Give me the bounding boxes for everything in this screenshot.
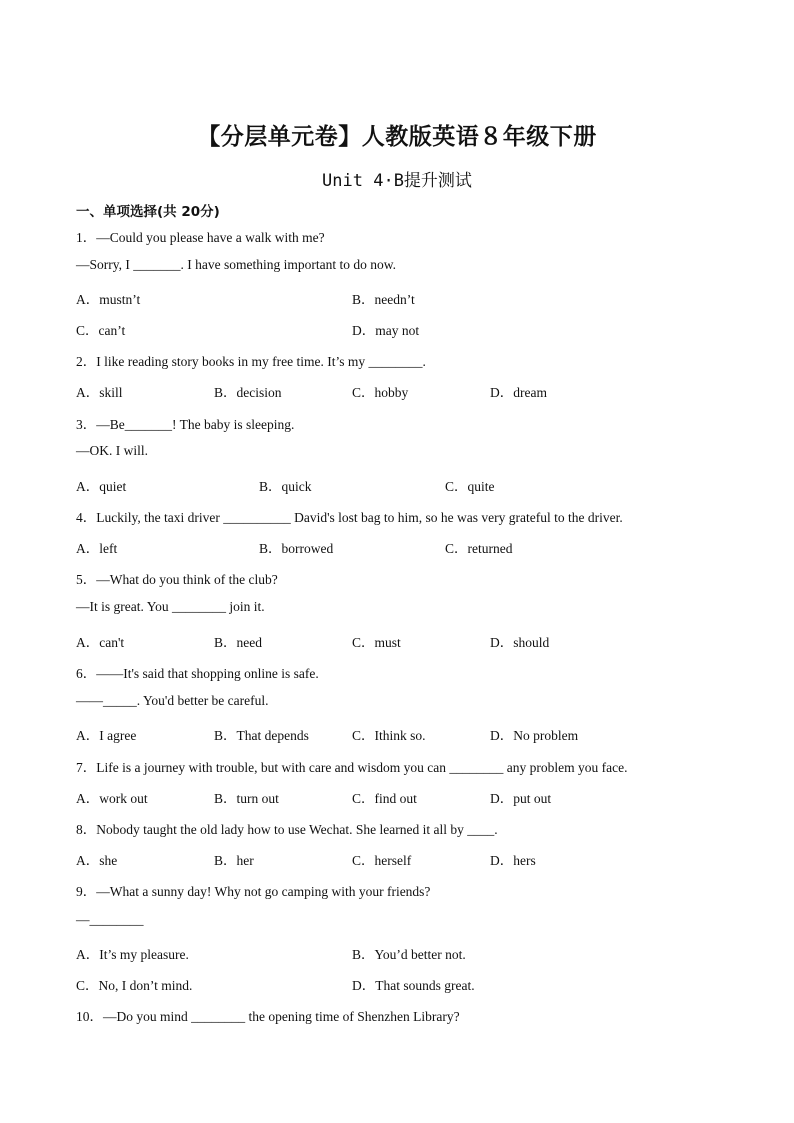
- question-1-option-a[interactable]: A．mustn’t: [76, 292, 141, 307]
- question-5-option-c[interactable]: C．must: [352, 635, 401, 650]
- question-6-option-b[interactable]: B．That depends: [214, 728, 309, 743]
- question-3-option-b[interactable]: B．quick: [259, 479, 312, 494]
- question-8-option-b[interactable]: B．her: [214, 853, 254, 868]
- page-title: 【分层单元卷】人教版英语８年级下册: [197, 124, 597, 150]
- question-1-option-b[interactable]: B．needn’t: [352, 292, 415, 307]
- question-6-option-a[interactable]: A．I agree: [76, 728, 137, 743]
- question-3-option-c[interactable]: C．quite: [445, 479, 495, 494]
- question-4-option-b[interactable]: B．borrowed: [259, 541, 334, 556]
- question-5-stem: 5．—What do you think of the club?: [76, 572, 278, 587]
- section-heading: 一、单项选择(共 20分): [76, 204, 220, 220]
- question-9-option-a[interactable]: A．It’s my pleasure.: [76, 947, 189, 962]
- question-6-option-c[interactable]: C．Ithink so.: [352, 728, 426, 743]
- question-8-option-d[interactable]: D．hers: [490, 853, 536, 868]
- question-6-reply: ——_____. You'd better be careful.: [76, 693, 269, 708]
- question-5-reply: —It is great. You ________ join it.: [76, 599, 265, 614]
- question-4-option-c[interactable]: C．returned: [445, 541, 513, 556]
- question-2-stem: 2．I like reading story books in my free time. It’s my ________.: [76, 354, 426, 369]
- question-5-option-d[interactable]: D．should: [490, 635, 550, 650]
- question-2-option-d[interactable]: D．dream: [490, 385, 547, 400]
- question-9-option-d[interactable]: D．That sounds great.: [352, 978, 475, 993]
- page-subtitle: Unit 4·B提升测试: [322, 171, 472, 191]
- question-7-option-c[interactable]: C．find out: [352, 791, 417, 806]
- question-3-reply: —OK. I will.: [76, 443, 148, 458]
- question-8-stem: 8．Nobody taught the old lady how to use Wechat. She learned it all by ____.: [76, 822, 498, 837]
- question-2-option-a[interactable]: A．skill: [76, 385, 123, 400]
- question-5-option-a[interactable]: A．can't: [76, 635, 125, 650]
- question-6-stem: 6．——It's said that shopping online is safe.: [76, 666, 319, 681]
- question-7-stem: 7．Life is a journey with trouble, but with care and wisdom you can ________ any problem you face.: [76, 760, 628, 775]
- question-1-reply: —Sorry, I _______. I have something important to do now.: [76, 257, 396, 272]
- question-1-option-d[interactable]: D．may not: [352, 323, 420, 338]
- question-7-option-d[interactable]: D．put out: [490, 791, 552, 806]
- question-3-stem: 3．—Be_______! The baby is sleeping.: [76, 417, 295, 432]
- question-7-option-a[interactable]: A．work out: [76, 791, 148, 806]
- question-2-option-c[interactable]: C．hobby: [352, 385, 409, 400]
- question-9-option-c[interactable]: C．No, I don’t mind.: [76, 978, 193, 993]
- question-4-option-a[interactable]: A．left: [76, 541, 118, 556]
- question-8-option-a[interactable]: A．she: [76, 853, 118, 868]
- question-9-stem: 9．—What a sunny day! Why not go camping with your friends?: [76, 884, 431, 899]
- question-10-stem: 10．—Do you mind ________ the opening time of Shenzhen Library?: [76, 1009, 460, 1024]
- question-9-option-b[interactable]: B．You’d better not.: [352, 947, 466, 962]
- question-7-option-b[interactable]: B．turn out: [214, 791, 279, 806]
- question-1-option-c[interactable]: C．can’t: [76, 323, 126, 338]
- question-6-option-d[interactable]: D．No problem: [490, 728, 579, 743]
- question-2-option-b[interactable]: B．decision: [214, 385, 282, 400]
- question-3-option-a[interactable]: A．quiet: [76, 479, 127, 494]
- question-8-option-c[interactable]: C．herself: [352, 853, 412, 868]
- question-5-option-b[interactable]: B．need: [214, 635, 262, 650]
- question-9-reply: —________: [76, 912, 144, 927]
- question-1-stem: 1．—Could you please have a walk with me?: [76, 230, 325, 245]
- question-4-stem: 4．Luckily, the taxi driver __________ David's lost bag to him, so he was very grateful to the driver.: [76, 510, 623, 525]
